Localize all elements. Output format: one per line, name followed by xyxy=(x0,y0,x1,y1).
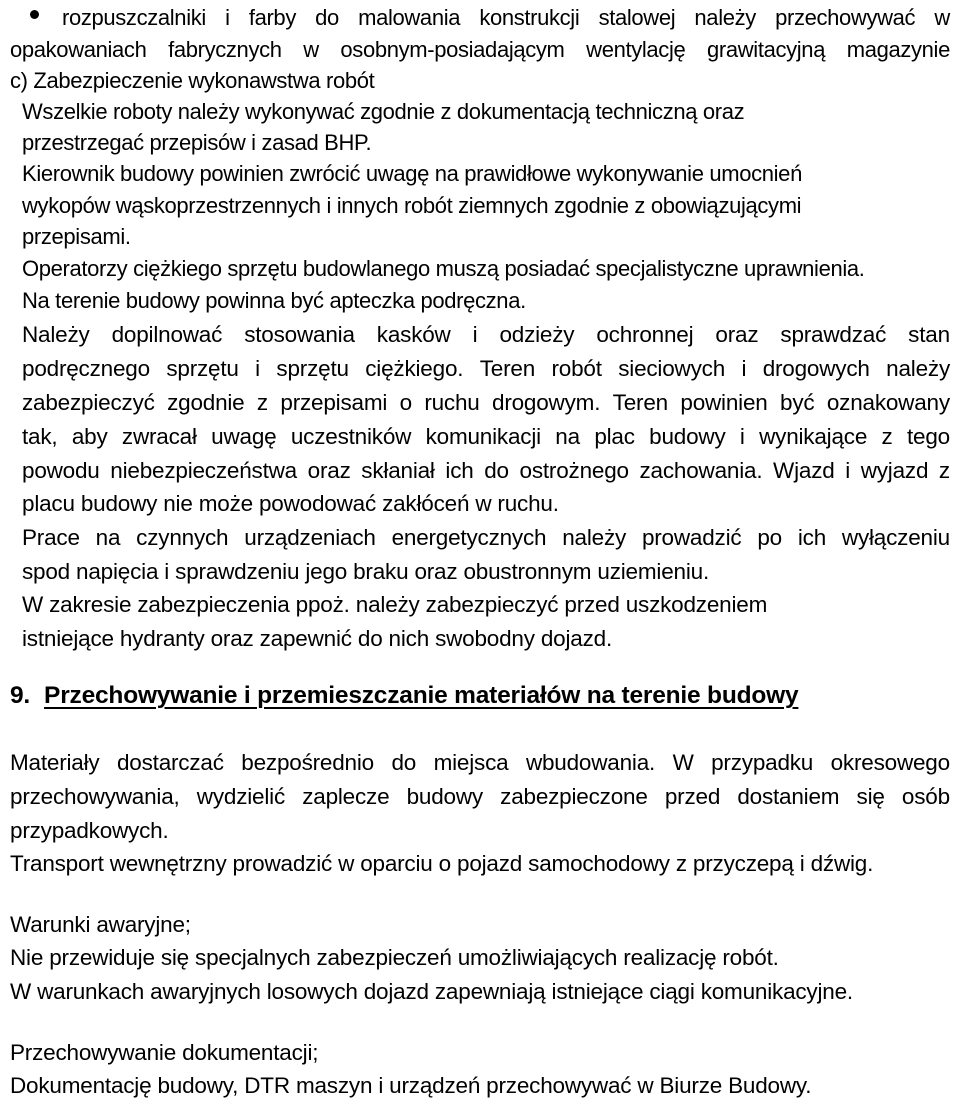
word: Należy xyxy=(22,322,90,347)
word: przed xyxy=(664,784,721,809)
word: należy xyxy=(694,5,756,30)
word: w xyxy=(303,37,319,62)
text-line: Wszelkie roboty należy wykonywać zgodnie z dokumentacją techniczną oraz xyxy=(22,99,745,124)
word: na xyxy=(95,525,121,550)
paragraph-line: istniejące hydranty oraz zapewnić do nich swobodny dojazd. xyxy=(22,626,613,651)
word: z xyxy=(938,458,950,483)
bullet-text-line-2 xyxy=(10,39,950,61)
word: do xyxy=(484,458,509,483)
transport-line: Transport wewnętrzny prowadzić w oparciu o pojazd samochodowy z przyczepą i dźwig. xyxy=(10,851,874,876)
word: wyjazd xyxy=(860,458,929,483)
word: malowania xyxy=(358,5,461,30)
word: dostarczać xyxy=(116,750,224,775)
text-line: przepisami. xyxy=(22,224,131,249)
word: niebezpieczeństwa xyxy=(110,458,297,483)
paragraph-line xyxy=(10,752,950,775)
paragraph-line xyxy=(22,460,950,483)
word: sieciowych xyxy=(618,356,726,381)
word: osób xyxy=(901,784,950,809)
word: wydzielić xyxy=(196,784,286,809)
word: zabezpieczone xyxy=(500,784,648,809)
word: dopilnować xyxy=(111,322,223,347)
paragraph-line: przypadkowych. xyxy=(10,818,169,843)
word: skłaniał xyxy=(361,458,435,483)
section-c-title: c) Zabezpieczenie wykonawstwa robót xyxy=(10,68,375,93)
word: magazynie xyxy=(846,37,950,62)
word: o xyxy=(399,390,412,415)
word: przypadku xyxy=(711,750,814,775)
text-line: Operatorzy ciężkiego sprzętu budowlanego muszą posiadać specjalistyczne uprawnienia. xyxy=(22,256,865,281)
text-line: Kierownik budowy powinien zwrócić uwagę na prawidłowe wykonywanie umocnień xyxy=(22,161,802,186)
section-title: Przechowywanie i przemieszczanie materiałów na terenie budowy xyxy=(44,682,799,709)
word: w xyxy=(934,5,950,30)
word: sprzętu xyxy=(276,356,349,381)
word: fabrycznych xyxy=(168,37,282,62)
word: i xyxy=(741,356,747,381)
word: budowy xyxy=(649,424,726,449)
word: do xyxy=(315,5,339,30)
word: miejsca xyxy=(433,750,509,775)
word: stosowania xyxy=(244,322,355,347)
word: przechowywania, xyxy=(10,784,180,809)
bullet-text-line-1 xyxy=(62,7,950,29)
section-9-heading xyxy=(10,682,798,710)
word: zaplecze xyxy=(302,784,390,809)
word: opakowaniach xyxy=(10,37,147,62)
word: oraz xyxy=(307,458,351,483)
word: Materiały xyxy=(10,750,100,775)
word: rozpuszczalniki xyxy=(62,5,206,30)
word: W xyxy=(672,750,694,775)
word: odzieży xyxy=(499,322,575,347)
paragraph-line: placu budowy nie może powodować zakłóceń w ruchu. xyxy=(22,491,559,516)
word: należy xyxy=(886,356,950,381)
word: na xyxy=(555,424,580,449)
word: kasków xyxy=(376,322,451,347)
word: bezpośrednio xyxy=(241,750,374,775)
word: i xyxy=(472,322,478,347)
word: wynikające xyxy=(759,424,868,449)
paragraph-line xyxy=(22,426,950,449)
word: być xyxy=(780,390,815,415)
word: tego xyxy=(906,424,950,449)
word: ciężkiego. xyxy=(365,356,464,381)
word: konstrukcji xyxy=(479,5,580,30)
word: sprawdzać xyxy=(780,322,887,347)
word: powinien xyxy=(680,390,768,415)
word: stan xyxy=(908,322,950,347)
docs-line: Dokumentację budowy, DTR maszyn i urządzeń przechowywać w Biurze Budowy. xyxy=(10,1073,812,1098)
word: i xyxy=(225,5,230,30)
word: i xyxy=(739,424,745,449)
section-number: 9. xyxy=(10,682,31,709)
word: się xyxy=(856,784,885,809)
word: Wjazd xyxy=(773,458,835,483)
word: ich xyxy=(797,525,827,550)
word: ich xyxy=(445,458,474,483)
text-line: wykopów wąskoprzestrzennych i innych robót ziemnych zgodnie z obowiązującymi xyxy=(22,193,802,218)
paragraph-line xyxy=(10,786,950,809)
word: zgodnie xyxy=(167,390,245,415)
paragraph-line xyxy=(22,527,950,550)
word: Prace xyxy=(22,525,80,550)
word: urządzeniach xyxy=(244,525,376,550)
word: podręcznego xyxy=(22,356,150,381)
word: aby xyxy=(71,424,108,449)
paragraph-line: W zakresie zabezpieczenia ppoż. należy zabezpieczyć przed uszkodzeniem xyxy=(22,592,768,617)
word: farby xyxy=(248,5,296,30)
word: sprzętu xyxy=(166,356,239,381)
word: osobnym-posiadającym xyxy=(340,37,565,62)
word: stalowej xyxy=(598,5,676,30)
word: oraz xyxy=(715,322,759,347)
word: i xyxy=(845,458,851,483)
word: okresowego xyxy=(830,750,950,775)
bullet-icon xyxy=(30,10,39,19)
word: ochronnej xyxy=(596,322,694,347)
word: przechowywać xyxy=(775,5,916,30)
word: wyłączeniu xyxy=(841,525,950,550)
word: uczestników xyxy=(290,424,412,449)
word: wentylację xyxy=(586,37,686,62)
word: powodu xyxy=(22,458,100,483)
word: robót xyxy=(551,356,602,381)
word: Teren xyxy=(479,356,536,381)
word: zachowania. xyxy=(639,458,763,483)
word: uwagę xyxy=(211,424,277,449)
paragraph-line xyxy=(22,358,950,381)
word: drogowym. xyxy=(492,390,601,415)
word: należy xyxy=(562,525,627,550)
word: przepisami xyxy=(280,390,388,415)
word: energetycznych xyxy=(391,525,547,550)
word: drogowych xyxy=(762,356,870,381)
word: plac xyxy=(594,424,635,449)
word: z xyxy=(256,390,268,415)
word: Teren xyxy=(612,390,668,415)
docs-title: Przechowywanie dokumentacji; xyxy=(10,1040,319,1065)
word: ruchu xyxy=(424,390,480,415)
text-line: przestrzegać przepisów i zasad BHP. xyxy=(22,130,372,155)
word: ostrożnego xyxy=(519,458,629,483)
word: zabezpieczyć xyxy=(22,390,155,415)
word: zwracał xyxy=(121,424,197,449)
word: komunikacji xyxy=(425,424,541,449)
word: budowy xyxy=(406,784,483,809)
word: i xyxy=(255,356,260,381)
paragraph-line xyxy=(22,392,950,415)
word: do xyxy=(391,750,417,775)
word: czynnych xyxy=(136,525,229,550)
text-line: Na terenie budowy powinna być apteczka podręczna. xyxy=(22,288,526,313)
paragraph-line xyxy=(22,324,950,347)
word: grawitacyjną xyxy=(707,37,826,62)
word: wbudowania. xyxy=(525,750,656,775)
emergency-line: W warunkach awaryjnych losowych dojazd zapewniają istniejące ciągi komunikacyjne. xyxy=(10,979,853,1004)
word: po xyxy=(757,525,782,550)
word: prowadzić xyxy=(641,525,742,550)
word: oznakowany xyxy=(826,390,950,415)
word: dostaniem xyxy=(737,784,840,809)
word: z xyxy=(881,424,893,449)
word: tak, xyxy=(22,424,58,449)
paragraph-line: spod napięcia i sprawdzeniu jego braku oraz obustronnym uziemieniu. xyxy=(22,559,710,584)
emergency-line: Nie przewiduje się specjalnych zabezpieczeń umożliwiających realizację robót. xyxy=(10,945,779,970)
emergency-title: Warunki awaryjne; xyxy=(10,912,191,937)
